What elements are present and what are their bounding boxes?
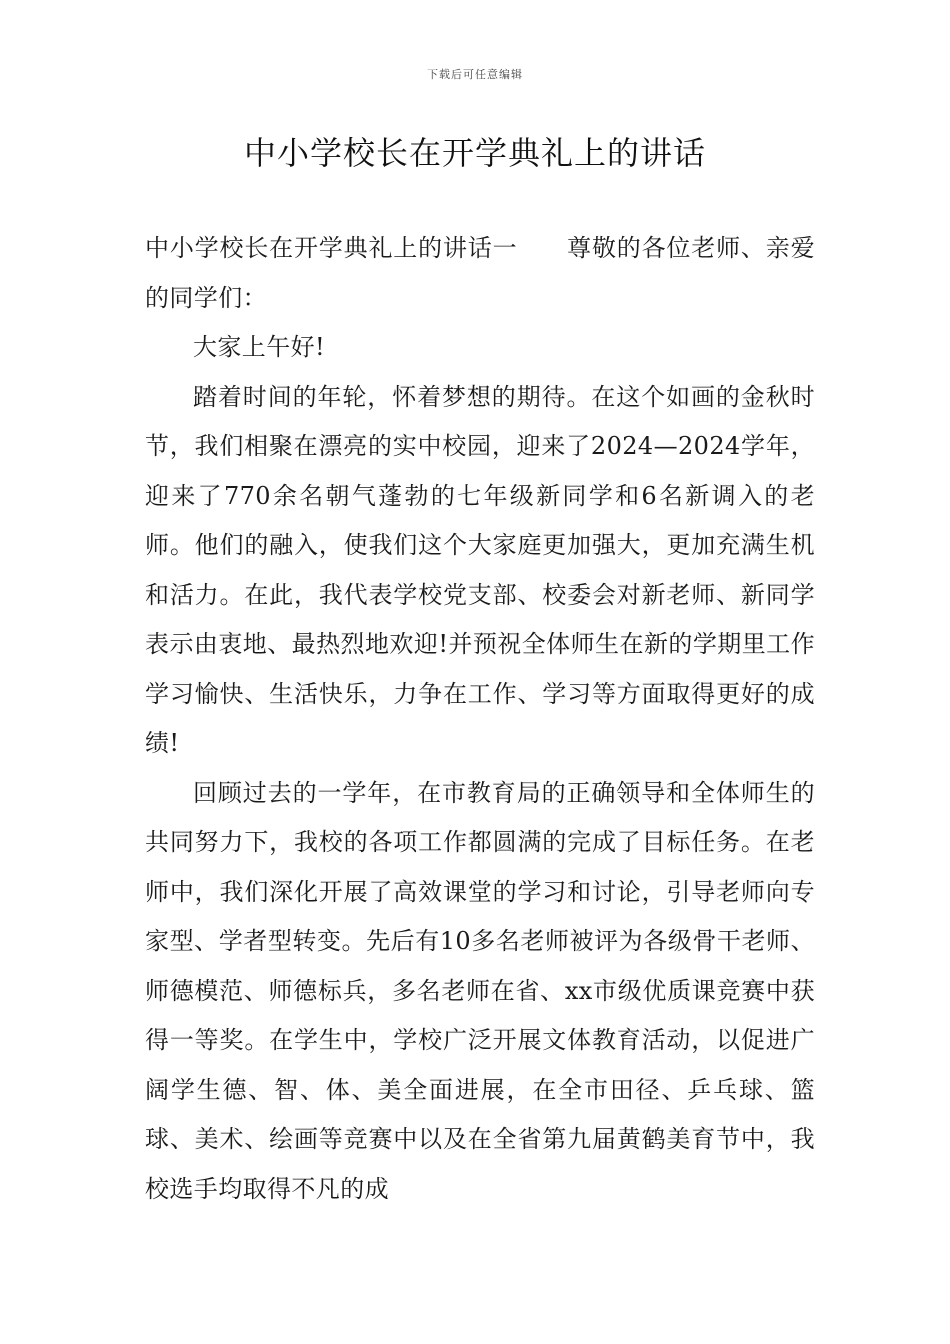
paragraph-review: 回顾过去的一学年，在市教育局的正确领导和全体师生的共同努力下，我校的各项工作都圆满的完成了目标任务。在老师中，我们深化开展了高效课堂的学习和讨论，引导老师向专家型、学者型转变。先后有10多名老师被评为各级骨干老师、师德模范、师德标兵，多名老师在省、xx市级优质课竞赛中获得一等奖。在学生中，学校广泛开展文体教育活动，以促进广阔学生德、智、体、美全面进展，在全市田径、乒乓球、篮球、美术、绘画等竞赛中以及在全省第九届黄鹤美育节中，我校选手均取得不凡的成 bbox=[145, 778, 815, 1203]
paragraph-welcome: 踏着时间的年轮，怀着梦想的期待。在这个如画的金秋时节，我们相聚在漂亮的实中校园，迎来了2024—2024学年，迎来了770余名朝气蓬勃的七年级新同学和6名新调入的老师。他们的融入，使我们这个大家庭更加强大，更加充满生机和活力。在此，我代表学校党支部、校委会对新老师、新同学表示由衷地、最热烈地欢迎!并预祝全体师生在新的学期里工作学习愉快、生活快乐，力争在工作、学习等方面取得更好的成绩! bbox=[145, 382, 815, 757]
document-title: 中小学校长在开学典礼上的讲话 bbox=[243, 134, 706, 172]
document-body bbox=[145, 224, 815, 1214]
paragraph-greeting: 大家上午好! bbox=[193, 333, 326, 361]
paragraph-salutation: 中小学校长在开学典礼上的讲话一 尊敬的各位老师、亲爱的同学们： bbox=[145, 234, 815, 312]
header-note: 下载后可任意编辑 bbox=[427, 68, 523, 81]
